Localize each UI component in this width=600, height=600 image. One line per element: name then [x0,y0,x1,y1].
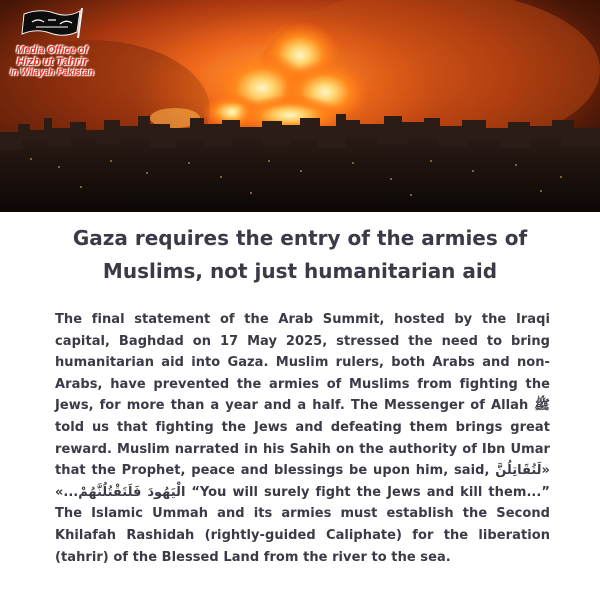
arabic-hadith-quote: «لَتُقَاتِلُنَّ الْيَهُودَ فَلَتَقْتُلُنَّهُمْ...» [55,463,550,500]
logo-line-3: in Wilayah Pakistan [10,67,94,78]
hero-image [0,0,600,212]
body-part-1: The final statement of the Arab Summit, hosted by the Iraqi capital, Baghdad on 17 May 2025, stressed the need to bring humanitarian aid into Gaza. Muslim rulers, both Arabs and non-Arabs, have prevented the armies of Muslims from fighting the Jews, for more than a year and a half. The Messenger of Allah ﷺ told us that fighting the Jews and defeating them brings great reward. Muslim narrated in his Sahih on the authority of Ibn Umar that the Prophet, peace and blessings be upon him, said, [55,312,550,479]
black-flag-icon [20,8,84,38]
headline [20,222,580,288]
headline-line-2: Muslims, not just humanitarian aid [102,259,498,283]
body-part-2: “You will surely fight the Jews and kill them...” The Islamic Ummah and its armies must establish the Second Khilafah Rashidah (rightly-guided Caliphate) for the liberation (tahrir) of the Blessed Land from the river to the sea. [55,484,550,565]
media-office-logo [6,6,96,98]
headline-line-1: Gaza requires the entry of the armies of [72,226,528,250]
body-text [55,309,550,568]
logo-line-2: Hizb ut Tahrir [16,55,88,68]
logo-text [6,46,98,77]
logo-line-1: Media Office of [16,45,88,56]
